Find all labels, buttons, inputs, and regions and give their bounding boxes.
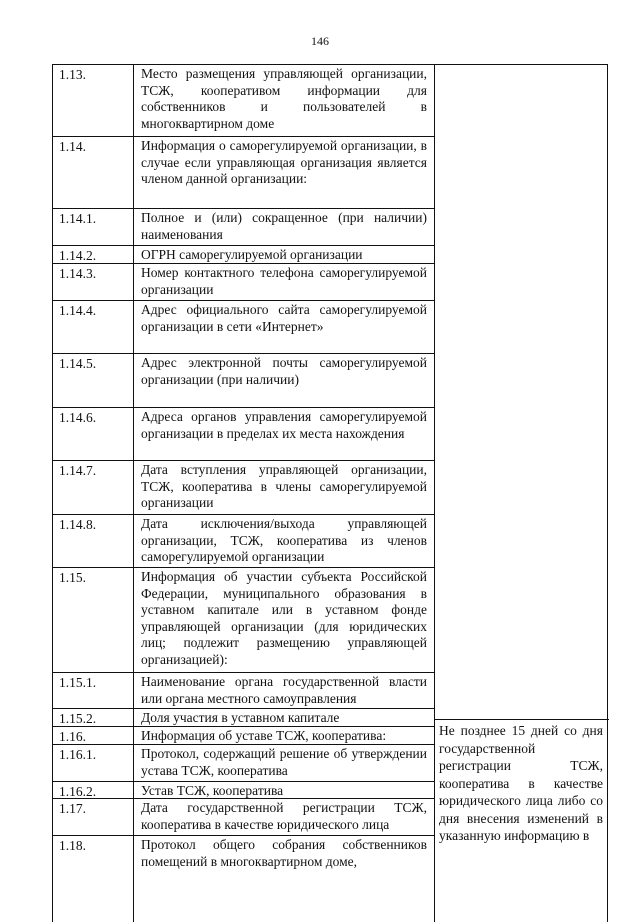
row-number: 1.14.5. bbox=[59, 356, 97, 371]
row-divider bbox=[434, 719, 609, 720]
page-number: 146 bbox=[311, 34, 329, 48]
row-number: 1.14. bbox=[59, 139, 86, 154]
row-number: 1.14.8. bbox=[59, 517, 97, 532]
row-number: 1.14.4. bbox=[59, 303, 97, 318]
row-number: 1.15. bbox=[59, 570, 86, 585]
table-row bbox=[53, 568, 434, 673]
deadline-cell: Не позднее 15 дней со дня государственной регистрации ТСЖ, кооператива в качестве юридического лица либо со дня внесения изменений в указанную информацию в bbox=[439, 723, 603, 843]
row-number: 1.17. bbox=[59, 801, 86, 816]
table-row bbox=[53, 461, 434, 515]
table-row bbox=[53, 673, 434, 709]
table-row bbox=[53, 782, 434, 799]
row-text: Информация об уставе ТСЖ, кооператива: bbox=[141, 728, 387, 743]
table-row bbox=[53, 408, 434, 461]
row-number: 1.14.3. bbox=[59, 266, 97, 281]
row-number: 1.18. bbox=[59, 838, 86, 853]
row-text: Дата государственной регистрации ТСЖ, кооператива в качестве юридического лица bbox=[141, 800, 427, 832]
table-row bbox=[53, 301, 434, 354]
row-text: Дата вступления управляющей организации, ТСЖ, кооператива в члены саморегулируемой организации bbox=[141, 462, 427, 510]
table-row bbox=[53, 65, 434, 137]
table-row bbox=[53, 709, 434, 727]
table-row bbox=[53, 799, 434, 836]
row-text: Доля участия в уставном капитале bbox=[141, 710, 340, 725]
row-number: 1.14.2. bbox=[59, 248, 97, 263]
row-text: Номер контактного телефона саморегулируемой организации bbox=[141, 265, 427, 297]
row-text: Протокол общего собрания собственников помещений в многоквартирном доме, bbox=[141, 837, 427, 869]
row-text: Дата исключения/выхода управляющей организации, ТСЖ, кооператива из членов саморегулируемой организации bbox=[141, 516, 427, 564]
table-row bbox=[53, 137, 434, 209]
row-text: ОГРН саморегулируемой организации bbox=[141, 247, 363, 262]
row-text: Адрес электронной почты саморегулируемой организации (при наличии) bbox=[141, 355, 427, 387]
row-text: Адрес официального сайта саморегулируемой организации в сети «Интернет» bbox=[141, 302, 427, 334]
row-number: 1.16. bbox=[59, 729, 86, 744]
row-number: 1.15.1. bbox=[59, 675, 97, 690]
table-row bbox=[53, 515, 434, 568]
row-text: Адреса органов управления саморегулируемой организации в пределах их места нахождения bbox=[141, 409, 427, 441]
row-number: 1.15.2. bbox=[59, 711, 97, 726]
row-number: 1.13. bbox=[59, 67, 86, 82]
table-row bbox=[53, 745, 434, 782]
table-row bbox=[53, 264, 434, 301]
row-text: Протокол, содержащий решение об утверждении устава ТСЖ, кооператива bbox=[141, 746, 427, 778]
table-row bbox=[53, 354, 434, 408]
row-number: 1.16.1. bbox=[59, 747, 97, 762]
row-text: Полное и (или) сокращенное (при наличии) наименования bbox=[141, 210, 427, 242]
row-text: Информация об участии субъекта Российской Федерации, муниципального образования в уставном капитале или в уставном фонде управляющей организации (для юридических лиц; подлежит размещению управляющей организацией): bbox=[141, 569, 427, 667]
column-divider bbox=[434, 65, 435, 922]
table-row bbox=[53, 246, 434, 264]
row-number: 1.14.6. bbox=[59, 410, 97, 425]
table-row bbox=[53, 209, 434, 246]
row-text: Устав ТСЖ, кооператива bbox=[141, 783, 284, 798]
row-number: 1.16.2. bbox=[59, 784, 97, 799]
row-text: Информация о саморегулируемой организации, в случае если управляющая организация является членом данной организации: bbox=[141, 138, 427, 186]
table-row bbox=[53, 727, 434, 745]
table-row bbox=[53, 836, 434, 923]
row-number: 1.14.1. bbox=[59, 211, 97, 226]
row-text: Место размещения управляющей организации, ТСЖ, кооперативом информации для собственников и пользователей в многоквартирном доме bbox=[141, 66, 427, 131]
row-number: 1.14.7. bbox=[59, 463, 97, 478]
document-table bbox=[52, 64, 608, 922]
row-text: Наименование органа государственной власти или органа местного самоуправления bbox=[141, 674, 427, 706]
